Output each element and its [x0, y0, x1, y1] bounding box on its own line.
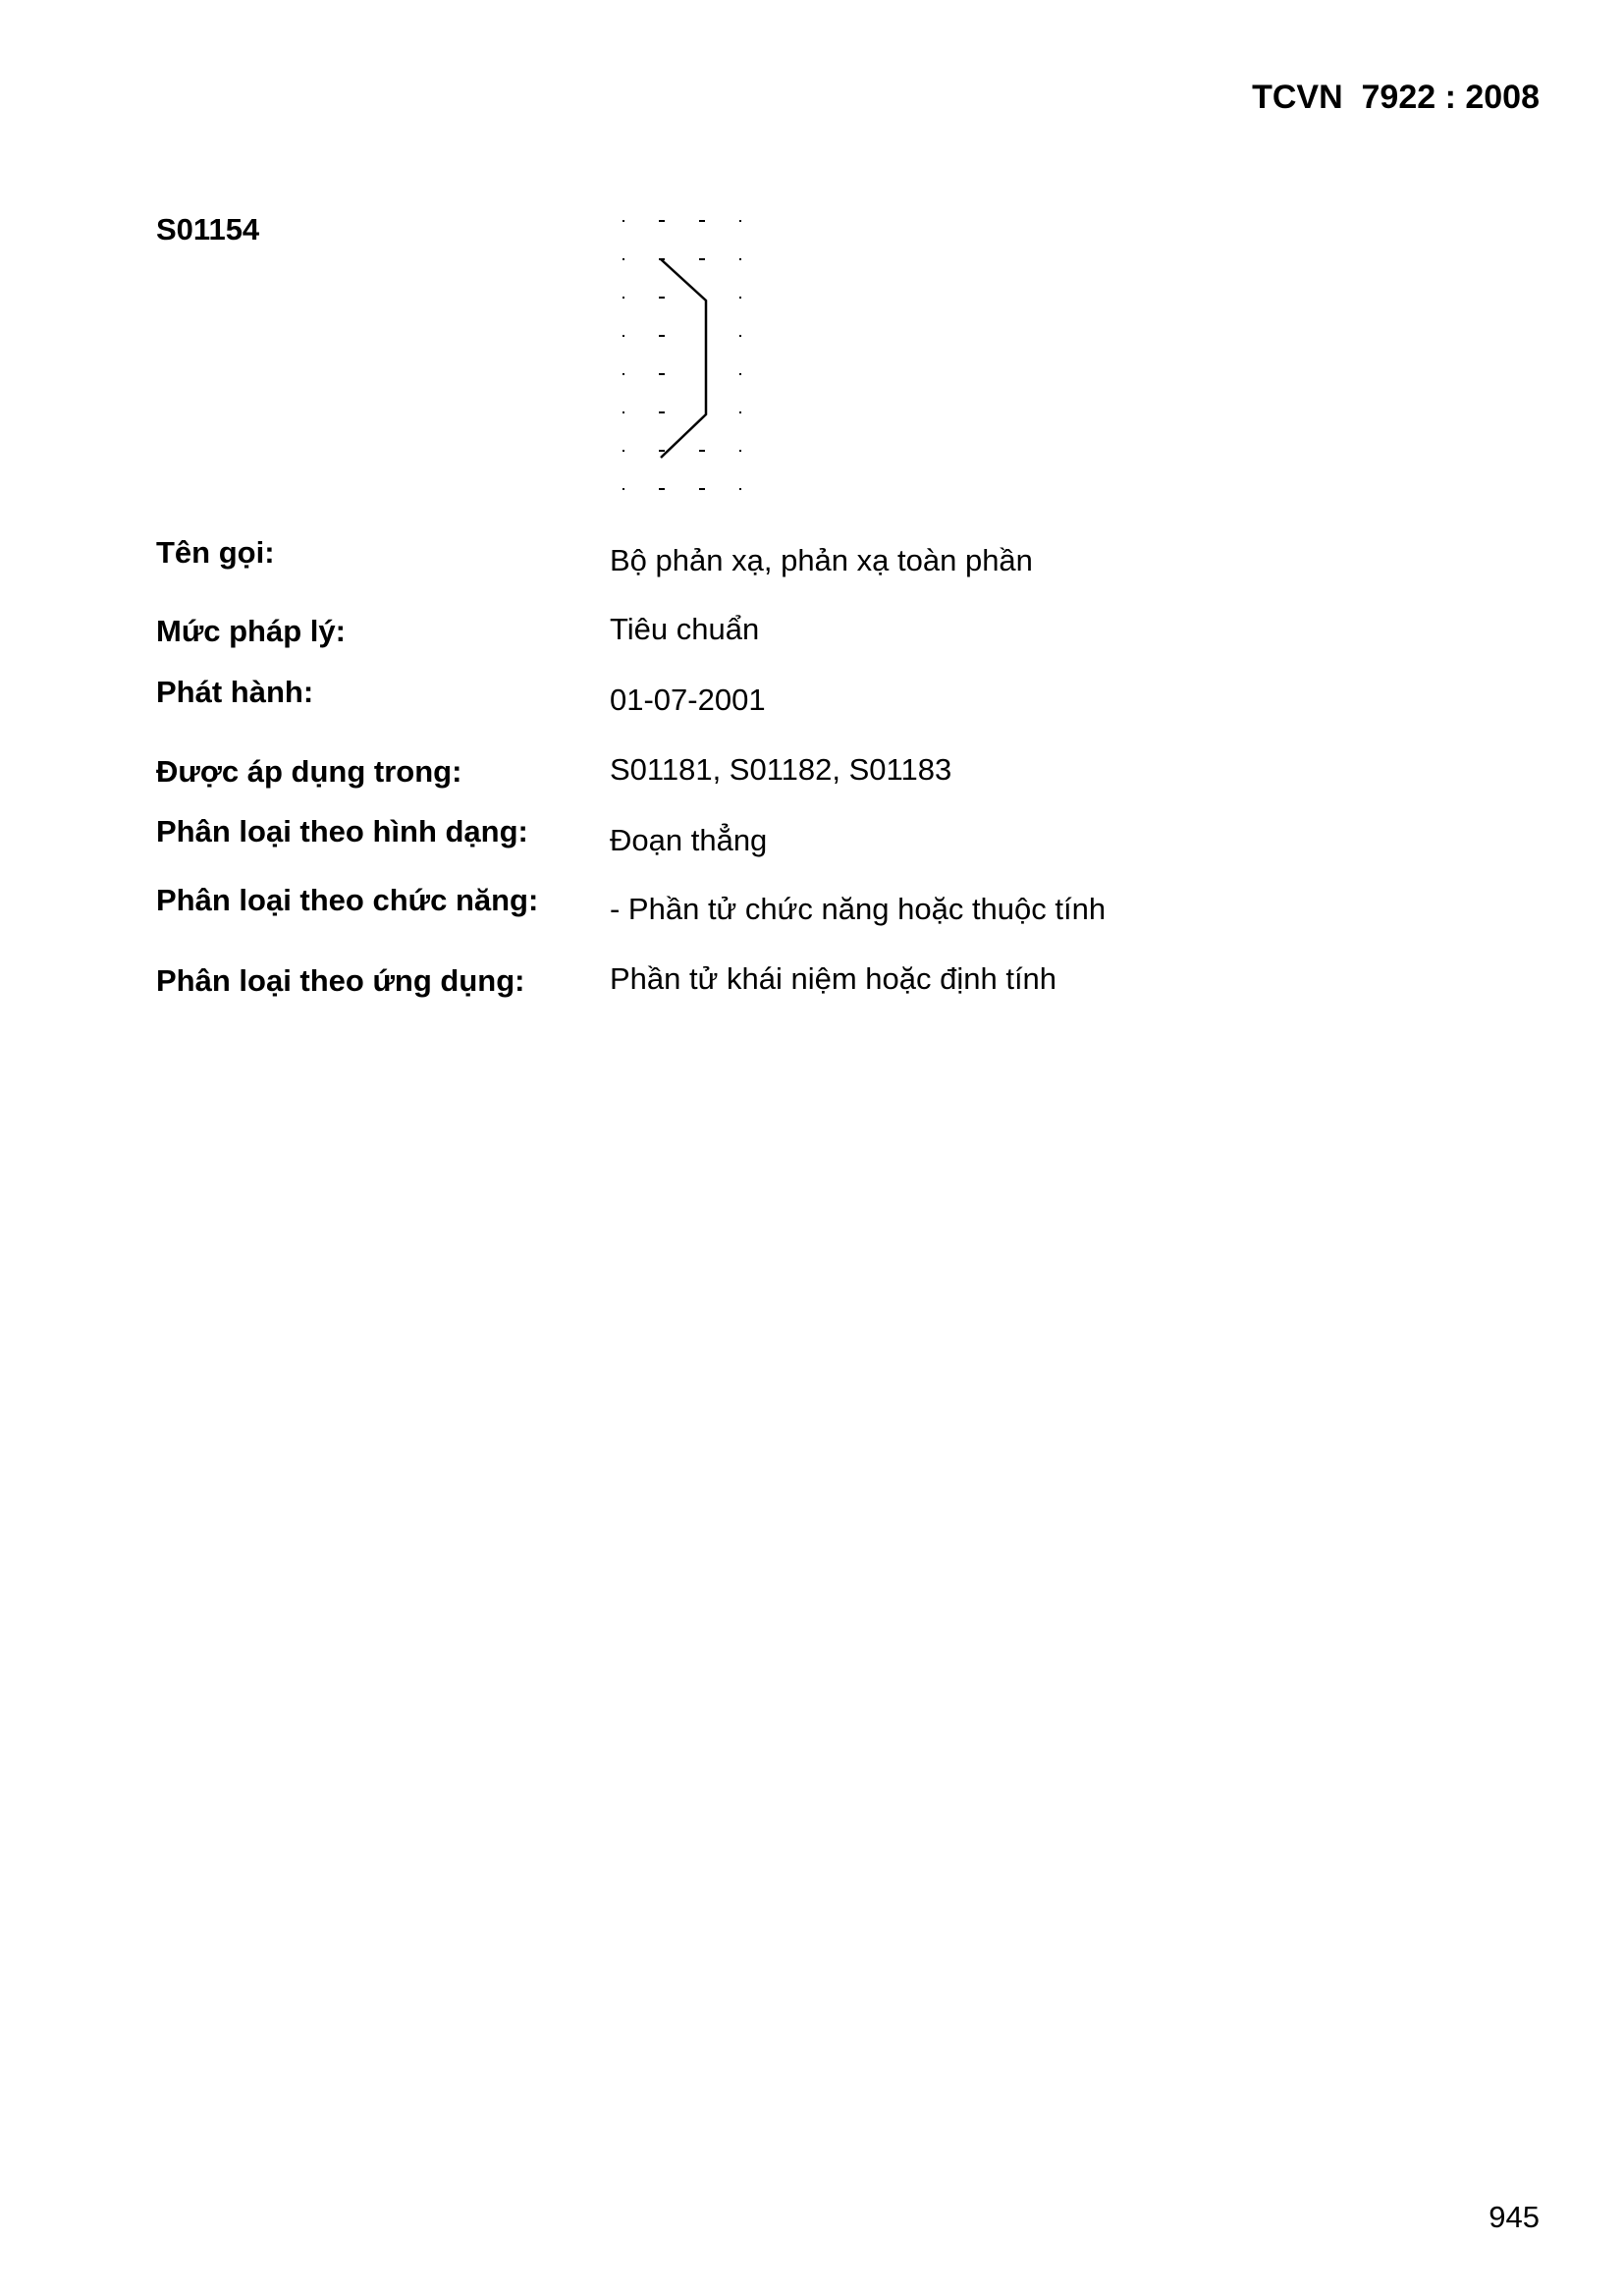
value-shape-class: Đoạn thẳng: [610, 823, 768, 857]
reflector-outline: [661, 259, 706, 458]
grid-dots: [623, 220, 741, 490]
label-application-class: Phân loại theo ứng dụng:: [156, 963, 525, 998]
value-legal-level: Tiêu chuẩn: [610, 612, 760, 646]
value-application-class: Phần tử khái niệm hoặc định tính: [610, 961, 1057, 996]
page-number: 945: [1489, 2200, 1540, 2234]
reflector-symbol-icon: [604, 206, 761, 506]
label-release: Phát hành:: [156, 675, 314, 709]
value-release: 01-07-2001: [610, 683, 766, 717]
label-shape-class: Phân loại theo hình dạng:: [156, 814, 528, 848]
label-name: Tên gọi:: [156, 535, 275, 570]
label-function-class: Phân loại theo chức năng:: [156, 883, 539, 917]
label-legal-level: Mức pháp lý:: [156, 614, 346, 648]
label-applied-in: Được áp dụng trong:: [156, 754, 462, 789]
value-function-class: - Phần tử chức năng hoặc thuộc tính: [610, 892, 1107, 926]
standard-header: TCVN 7922 : 2008: [1252, 79, 1540, 116]
value-applied-in: S01181, S01182, S01183: [610, 752, 952, 787]
value-name: Bộ phản xạ, phản xạ toàn phần: [610, 543, 1033, 577]
symbol-code: S01154: [156, 212, 260, 246]
